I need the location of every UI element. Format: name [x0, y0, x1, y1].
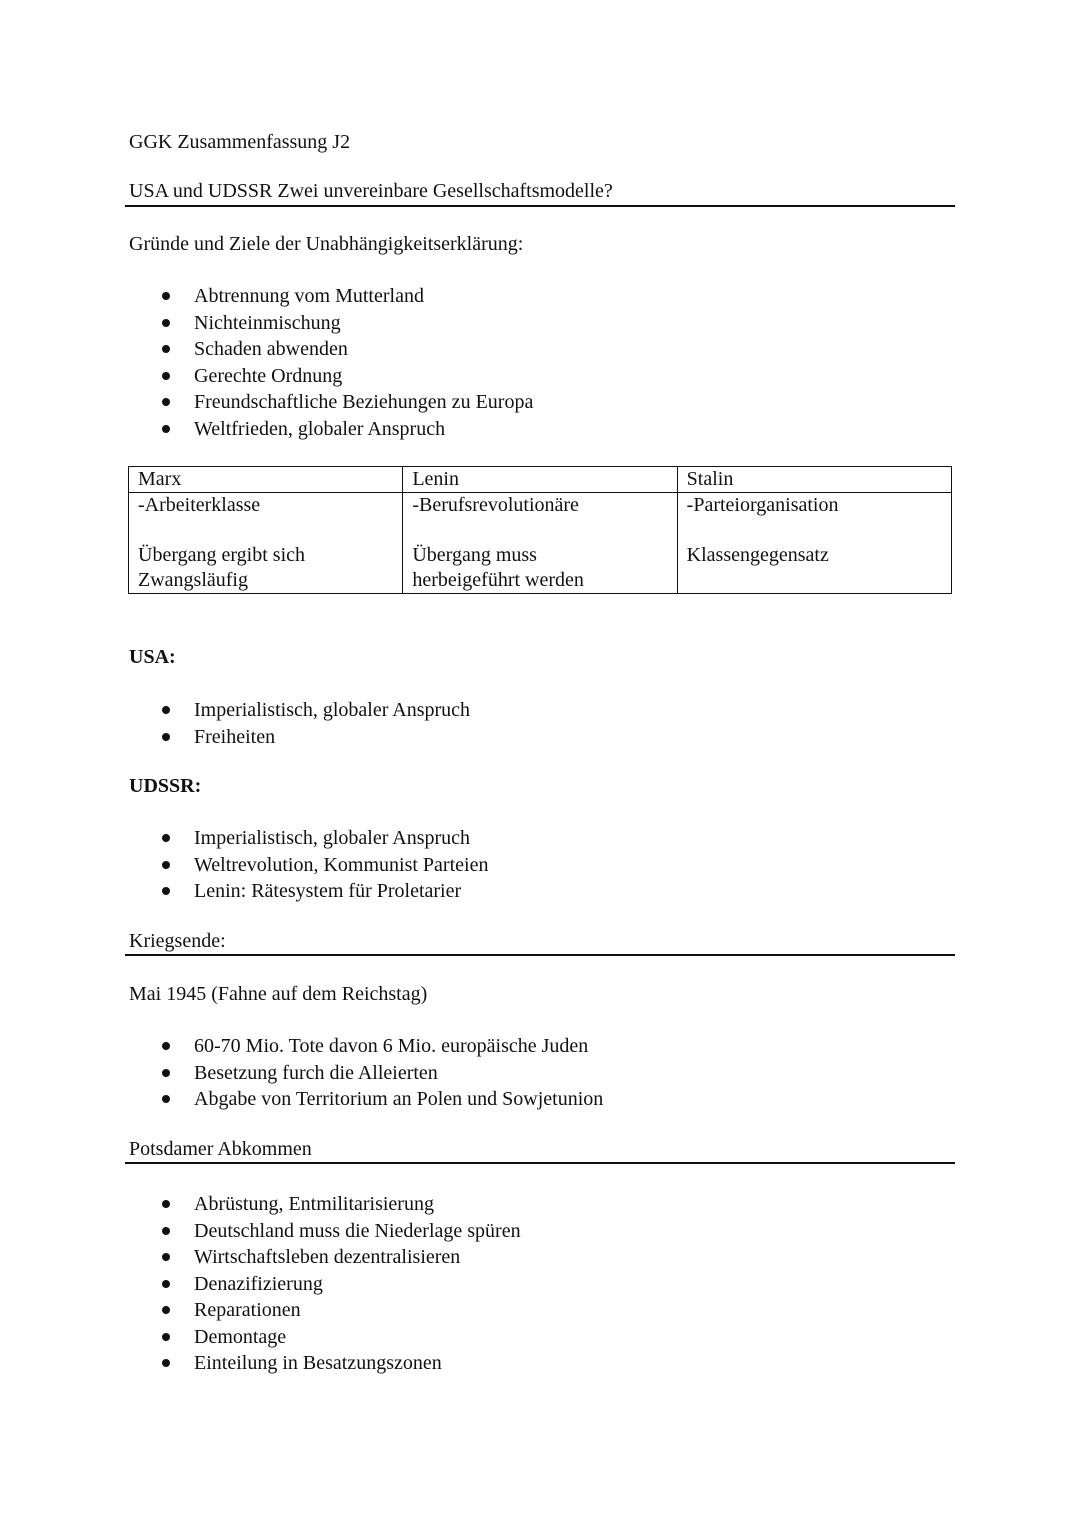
- udssr-list: [0, 825, 488, 905]
- list-item: 60-70 Mio. Tote davon 6 Mio. europäische Juden: [0, 1033, 603, 1060]
- bullet-icon: [162, 372, 170, 380]
- bullet-icon: [162, 887, 170, 895]
- list-item: Abgabe von Territorium an Polen und Sowjetunion: [0, 1086, 603, 1113]
- kriegsende-date: Mai 1945 (Fahne auf dem Reichstag): [129, 983, 428, 1005]
- list-item: Denazifizierung: [0, 1271, 521, 1298]
- bullet-icon: [162, 425, 170, 433]
- list-item: Freundschaftliche Beziehungen zu Europa: [0, 389, 533, 416]
- bullet-icon: [162, 834, 170, 842]
- bullet-icon: [162, 1095, 170, 1103]
- usa-list: [0, 697, 470, 750]
- kriegsende-list: [0, 1033, 603, 1113]
- bullet-icon: [162, 1227, 170, 1235]
- bullet-icon: [162, 1333, 170, 1341]
- list-item: Lenin: Rätesystem für Proletarier: [0, 878, 488, 905]
- bullet-icon: [162, 1253, 170, 1261]
- list-item: Imperialistisch, globaler Anspruch: [0, 825, 488, 852]
- list-item: Deutschland muss die Niederlage spüren: [0, 1218, 521, 1245]
- table-header-row: [129, 467, 952, 493]
- table-header-lenin: Lenin: [403, 467, 677, 493]
- bullet-icon: [162, 706, 170, 714]
- potsdam-list: [0, 1191, 521, 1377]
- usa-heading: USA:: [129, 646, 176, 668]
- bullet-icon: [162, 1069, 170, 1077]
- list-item: Freiheiten: [0, 724, 470, 751]
- comparison-table: [128, 466, 952, 594]
- bullet-icon: [162, 1042, 170, 1050]
- bullet-icon: [162, 319, 170, 327]
- list-item: Nichteinmischung: [0, 310, 533, 337]
- list-item: Weltfrieden, globaler Anspruch: [0, 416, 533, 443]
- declaration-heading: Gründe und Ziele der Unabhängigkeitserklärung:: [129, 233, 524, 255]
- list-item: Reparationen: [0, 1297, 521, 1324]
- list-item: Imperialistisch, globaler Anspruch: [0, 697, 470, 724]
- section-divider: [125, 1162, 955, 1164]
- list-item: Einteilung in Besatzungszonen: [0, 1350, 521, 1377]
- bullet-icon: [162, 1359, 170, 1367]
- potsdam-heading: Potsdamer Abkommen: [129, 1138, 312, 1160]
- kriegsende-heading: Kriegsende:: [129, 930, 226, 952]
- bullet-icon: [162, 345, 170, 353]
- list-item: Gerechte Ordnung: [0, 363, 533, 390]
- list-item: Demontage: [0, 1324, 521, 1351]
- bullet-icon: [162, 1306, 170, 1314]
- bullet-icon: [162, 1200, 170, 1208]
- udssr-heading: UDSSR:: [129, 775, 202, 797]
- section-heading-usa-udssr: USA und UDSSR Zwei unvereinbare Gesellschaftsmodelle?: [129, 180, 613, 202]
- list-item: Besetzung furch die Alleierten: [0, 1060, 603, 1087]
- list-item: Abrüstung, Entmilitarisierung: [0, 1191, 521, 1218]
- list-item: Wirtschaftsleben dezentralisieren: [0, 1244, 521, 1271]
- bullet-icon: [162, 398, 170, 406]
- bullet-icon: [162, 861, 170, 869]
- list-item: Weltrevolution, Kommunist Parteien: [0, 852, 488, 879]
- list-item: Schaden abwenden: [0, 336, 533, 363]
- table-row: [129, 493, 952, 594]
- list-item: Abtrennung vom Mutterland: [0, 283, 533, 310]
- bullet-icon: [162, 733, 170, 741]
- document-title: GGK Zusammenfassung J2: [129, 131, 351, 153]
- bullet-icon: [162, 1280, 170, 1288]
- table-header-stalin: Stalin: [677, 467, 951, 493]
- table-header-marx: Marx: [129, 467, 403, 493]
- declaration-list: [0, 283, 533, 442]
- section-divider: [125, 954, 955, 956]
- table-cell-marx: -Arbeiterklasse Übergang ergibt sich Zwangsläufig: [129, 493, 403, 594]
- bullet-icon: [162, 292, 170, 300]
- section-divider: [125, 205, 955, 207]
- table-cell-stalin: -Parteiorganisation Klassengegensatz: [677, 493, 951, 594]
- table-cell-lenin: -Berufsrevolutionäre Übergang muss herbeigeführt werden: [403, 493, 677, 594]
